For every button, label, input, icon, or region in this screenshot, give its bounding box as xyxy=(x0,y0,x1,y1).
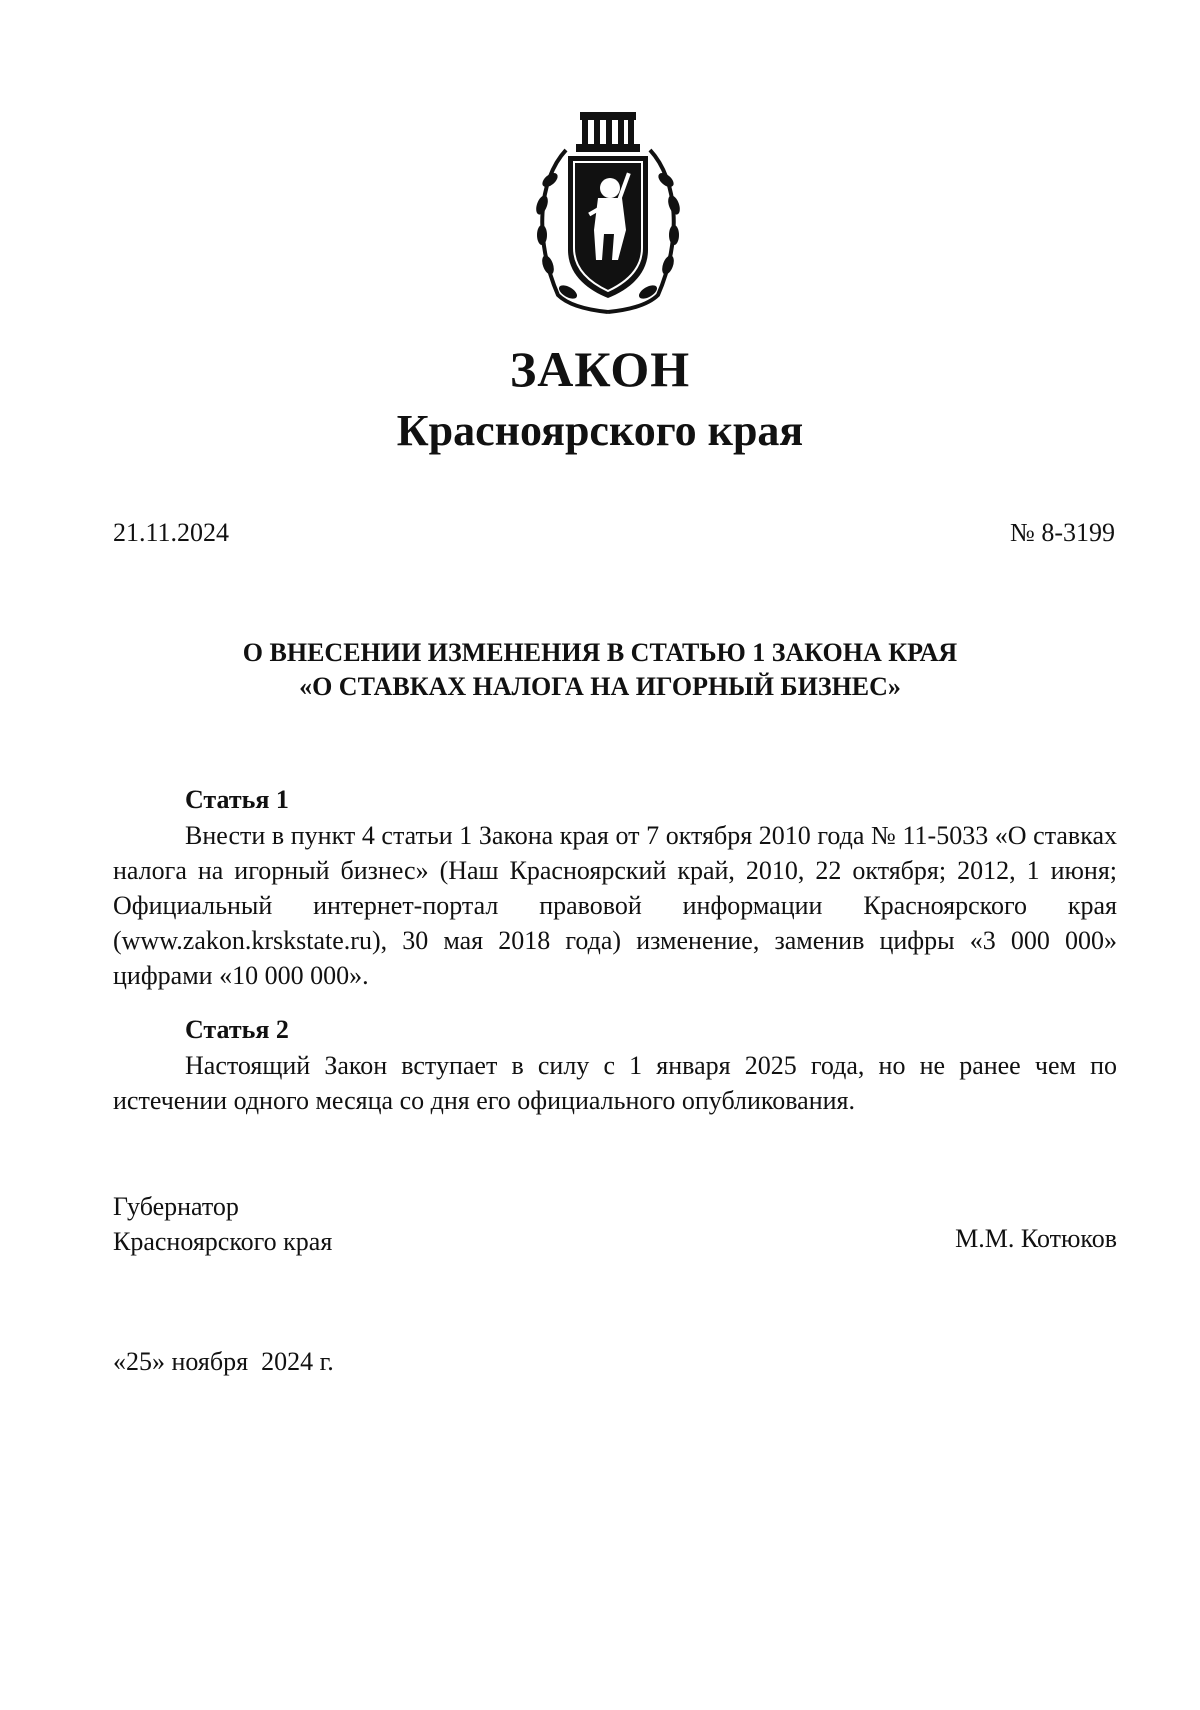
law-number: № 8-3199 xyxy=(1010,518,1115,547)
article-2-text: Настоящий Закон вступает в силу с 1 января 2025 года, но не ранее чем по истечении одного месяца со дня его официального опубликования. xyxy=(113,1051,1117,1115)
signatory-position-line-1: Губернатор xyxy=(113,1192,239,1221)
signatory-position xyxy=(113,1189,332,1259)
law-title: ЗАКОН xyxy=(509,341,691,397)
document-heading-line-2: «О СТАВКАХ НАЛОГА НА ИГОРНЫЙ БИЗНЕС» xyxy=(299,672,901,701)
law-subtitle: Красноярского края xyxy=(396,406,804,455)
signatory-position-line-2: Красноярского края xyxy=(113,1227,333,1256)
coat-of-arms-icon xyxy=(528,110,688,320)
law-date: 21.11.2024 xyxy=(113,518,230,547)
article-2-title: Статья 2 xyxy=(185,1015,289,1044)
article-1-text: Внести в пункт 4 статьи 1 Закона края от 7 октября 2010 года № 11-5033 «О ставках налога на игорный бизнес» (Наш Красноярский край, 2010, 22 октября; 2012, 1 июня; Официальный интернет-портал правовой информации Красноярского края (www.zakon.krskstate.ru), 30 мая 2018 года) изменение, заменив цифры «3 000 000» цифрами «10 000 000». xyxy=(113,821,1117,990)
article-1-title: Статья 1 xyxy=(185,785,289,814)
signatory-name: М.М. Котюков xyxy=(955,1224,1117,1253)
document-heading-line-1: О ВНЕСЕНИИ ИЗМЕНЕНИЯ В СТАТЬЮ 1 ЗАКОНА КРАЯ xyxy=(242,638,958,667)
signing-date: «25» ноября 2024 г. xyxy=(113,1347,334,1376)
document-heading xyxy=(0,636,1200,704)
